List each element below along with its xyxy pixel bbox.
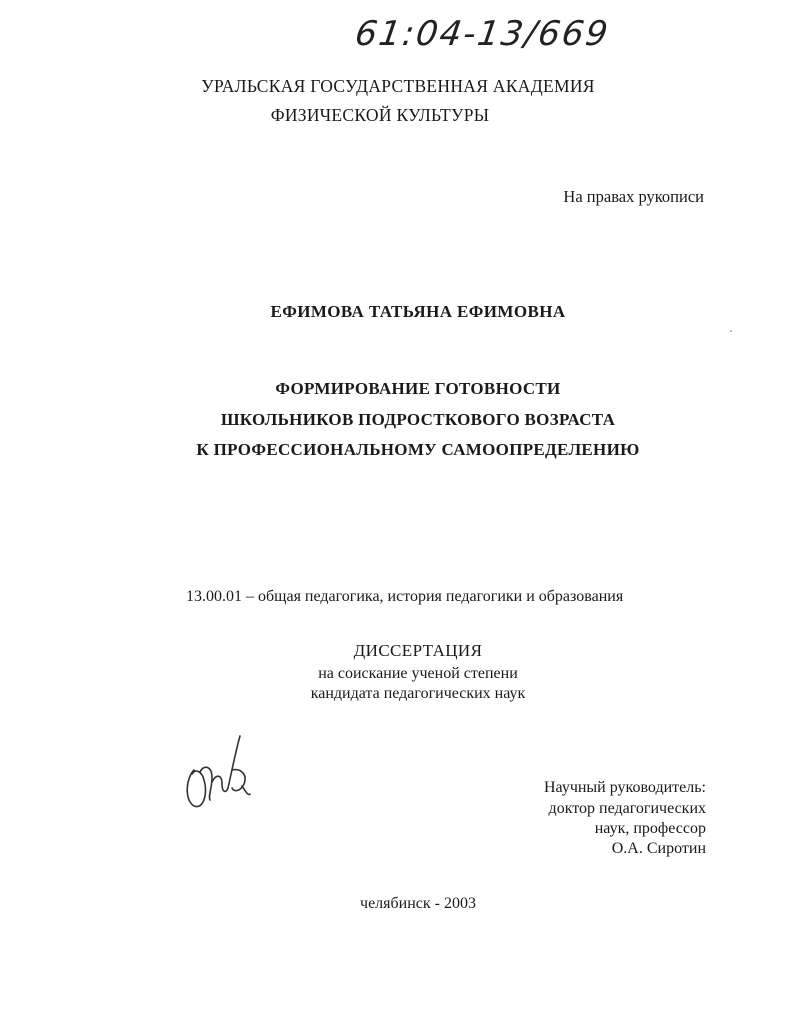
- institution-line-1: УРАЛЬСКАЯ ГОСУДАРСТВЕННАЯ АКАДЕМИЯ: [201, 76, 595, 96]
- institution-line-2: ФИЗИЧЕСКОЙ КУЛЬТУРЫ: [270, 105, 490, 125]
- rights-note: На правах рукописи: [563, 187, 704, 206]
- title-line-2: ШКОЛЬНИКОВ ПОДРОСТКОВОГО ВОЗРАСТА: [220, 410, 616, 429]
- supervisor-name: О.А. Сиротин: [611, 840, 706, 857]
- supervisor-title: наук, профессор: [594, 820, 706, 837]
- dissertation-heading: ДИССЕРТАЦИЯ: [353, 641, 483, 660]
- scan-artifact: [730, 330, 732, 332]
- title-line-1: ФОРМИРОВАНИЕ ГОТОВНОСТИ: [275, 379, 561, 398]
- dissertation-degree-line-1: на соискание ученой степени: [318, 665, 518, 682]
- dissertation-degree-line-2: кандидата педагогических наук: [310, 685, 526, 702]
- supervisor-label: Научный руководитель:: [543, 779, 706, 796]
- signature-icon: [182, 730, 262, 820]
- title-line-3: К ПРОФЕССИОНАЛЬНОМУ САМООПРЕДЕЛЕНИЮ: [196, 440, 640, 459]
- supervisor-degree: доктор педагогических: [548, 800, 706, 817]
- author-name: ЕФИМОВА ТАТЬЯНА ЕФИМОВНА: [270, 302, 566, 321]
- specialty-code: 13.00.01 – общая педагогика, история педагогики и образования: [186, 588, 624, 605]
- city-year: челябинск - 2003: [360, 895, 476, 912]
- archive-number-handwritten: 61:04-13/669: [352, 14, 613, 54]
